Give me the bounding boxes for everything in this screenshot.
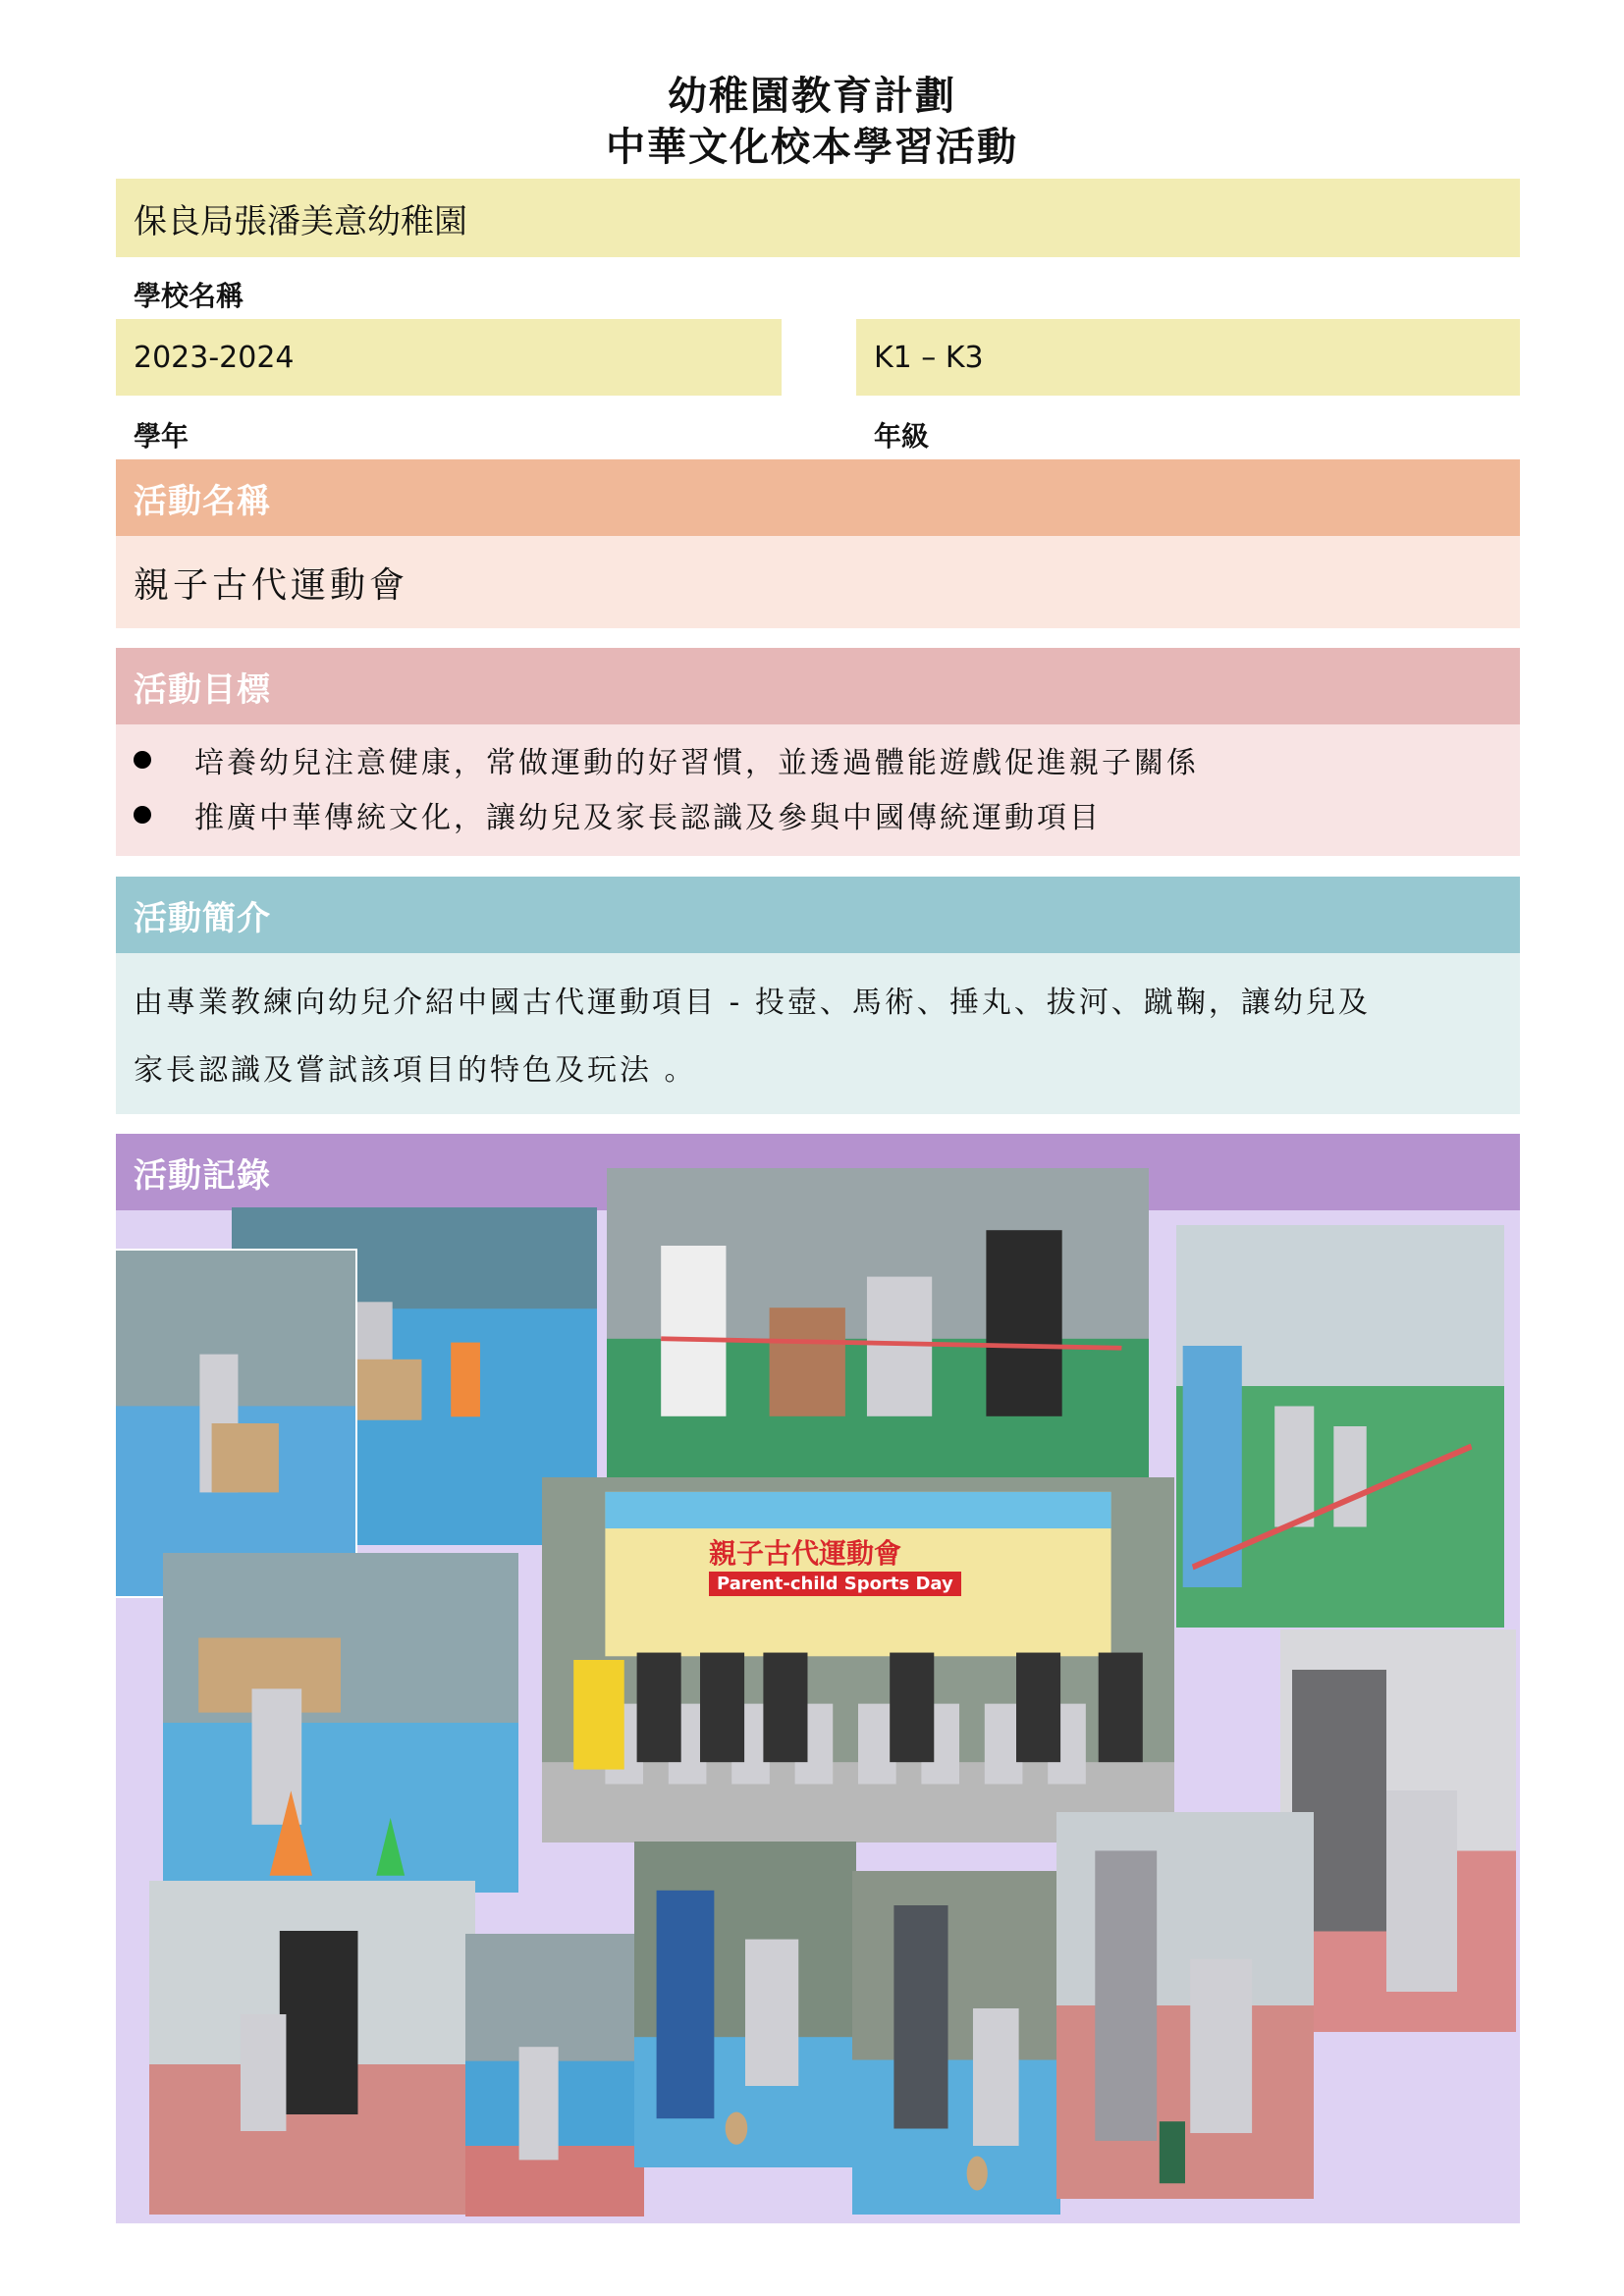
activity-photo — [114, 1249, 357, 1598]
activity-photo — [634, 1842, 856, 2167]
school-name-label: 學校名稱 — [134, 280, 244, 312]
bullet-icon — [134, 806, 151, 824]
activity-name-value: 親子古代運動會 — [134, 564, 409, 606]
school-year-value: 2023-2024 — [134, 340, 295, 375]
objective-item — [134, 738, 1199, 781]
school-name-field — [116, 179, 1520, 257]
grade-value: K1 – K3 — [874, 340, 984, 375]
objectives-header-text: 活動目標 — [134, 669, 271, 710]
activity-name-header — [116, 459, 1520, 536]
banner-subtitle: Parent-child Sports Day — [709, 1572, 961, 1596]
document-title-line1: 幼稚園教育計劃 — [668, 74, 956, 119]
activity-name-header-text: 活動名稱 — [134, 481, 271, 521]
objectives-header — [116, 648, 1520, 724]
activity-photo — [1176, 1225, 1504, 1628]
grade-label: 年級 — [874, 420, 930, 453]
banner-title: 親子古代運動會 — [709, 1537, 902, 1570]
records-header-text: 活動記錄 — [134, 1155, 271, 1196]
intro-header — [116, 877, 1520, 953]
objective-text: 培養幼兒注意健康，常做運動的好習慣，並透過體能遊戲促進親子關係 — [194, 746, 1199, 780]
activity-name-body — [116, 536, 1520, 628]
activity-photo — [163, 1553, 518, 1893]
activity-photo — [149, 1881, 475, 2215]
school-year-field — [116, 319, 782, 396]
activity-photo — [852, 1871, 1060, 2215]
intro-text-line1: 由專業教練向幼兒介紹中國古代運動項目 - 投壺、馬術、捶丸、拔河、蹴鞠，讓幼兒及 — [134, 986, 1371, 1020]
objective-item — [134, 793, 1102, 836]
school-year-label: 學年 — [134, 420, 189, 453]
intro-text-line2: 家長認識及嘗試該項目的特色及玩法 。 — [134, 1053, 697, 1088]
document-title-line2: 中華文化校本學習活動 — [606, 125, 1018, 170]
activity-photo — [607, 1168, 1149, 1478]
activity-photo — [1280, 1629, 1516, 2032]
activity-photo — [1056, 1812, 1314, 2199]
bullet-icon — [134, 751, 151, 769]
grade-field — [856, 319, 1520, 396]
activity-photo-group — [542, 1477, 1174, 1842]
school-name-value: 保良局張潘美意幼稚園 — [134, 201, 467, 241]
activity-photo — [465, 1934, 644, 2216]
objective-text: 推廣中華傳統文化，讓幼兒及家長認識及參與中國傳統運動項目 — [194, 801, 1102, 835]
intro-header-text: 活動簡介 — [134, 898, 271, 938]
